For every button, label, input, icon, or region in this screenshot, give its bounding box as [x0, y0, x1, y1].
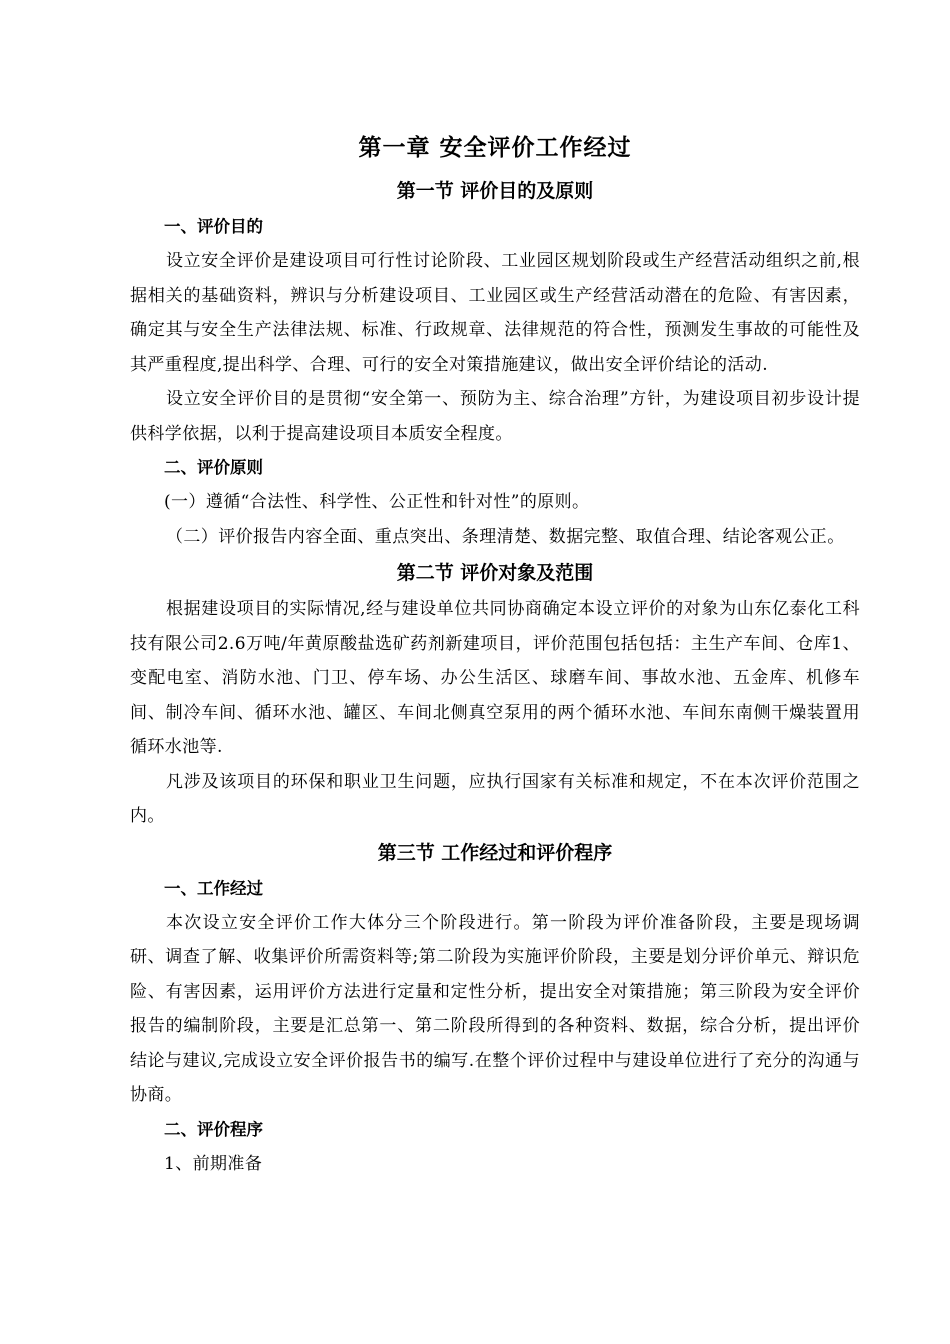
document-body — [130, 128, 860, 1181]
heading-evaluation-principles: 二、评价原则 — [164, 458, 263, 477]
paragraph: 设立安全评价目的是贯彻“安全第一、预防为主、综合治理”方针，为建设项目初步设计提供科学依据，以利于提高建设项目本质安全程度。 — [130, 389, 860, 444]
chapter-title: 第一章 安全评价工作经过 — [358, 135, 632, 161]
heading-work-process: 一、工作经过 — [164, 878, 263, 898]
paragraph: 设立安全评价是建设项目可行性讨论阶段、工业园区规划阶段或生产经营活动组织之前,根据相关的基础资料，辨识与分析建设项目、工业园区或生产经营活动潜在的危险、有害因素，确定其与安全生产法律法规、标准、行政规章、法律规范的符合性，预测发生事故的可能性及其严重程度,提出科学、合理、可行的安全对策措施建议，做出安全评价结论的活动. — [130, 251, 860, 375]
paragraph: 凡涉及该项目的环保和职业卫生问题，应执行国家有关标准和规定，不在本次评价范围之内。 — [130, 771, 860, 826]
paragraph: 本次设立安全评价工作大体分三个阶段进行。第一阶段为评价准备阶段，主要是现场调研、调查了解、收集评价所需资料等;第二阶段为实施评价阶段，主要是划分评价单元、辩识危险、有害因素，运用评价方法进行定量和定性分析，提出安全对策措施；第三阶段为安全评价报告的编制阶段，主要是汇总第一、第二阶段所得到的各种资料、数据，综合分析，提出评价结论与建议,完成设立安全评价报告书的编写.在整个评价过程中与建设单位进行了充分的沟通与协商。 — [130, 912, 860, 1105]
section-1-title: 第一节 评价目的及原则 — [396, 180, 594, 202]
heading-evaluation-procedure: 二、评价程序 — [164, 1119, 263, 1139]
paragraph: 根据建设项目的实际情况,经与建设单位共同协商确定本设立评价的对象为山东亿泰化工科技有限公司2.6万吨/年黄原酸盐选矿药剂新建项目，评价范围包括包括：主生产车间、仓库1、变配电室、消防水池、门卫、停车场、办公生活区、球磨车间、事故水池、五金库、机修车间、制冷车间、循环水池、罐区、车间北侧真空泵用的两个循环水池、车间东南侧干燥装置用循环水池等. — [130, 599, 860, 757]
section-2-title: 第二节 评价对象及范围 — [396, 562, 594, 584]
section-3-title: 第三节 工作经过和评价程序 — [377, 841, 613, 864]
procedure-item: 1、前期准备 — [164, 1153, 263, 1174]
principle-item: (一）遵循“合法性、科学性、公正性和针对性”的原则。 — [164, 492, 590, 512]
principle-item: （二）评价报告内容全面、重点突出、条理清楚、数据完整、取值合理、结论客观公正。 — [166, 526, 845, 547]
heading-evaluation-purpose: 一、评价目的 — [164, 217, 263, 236]
